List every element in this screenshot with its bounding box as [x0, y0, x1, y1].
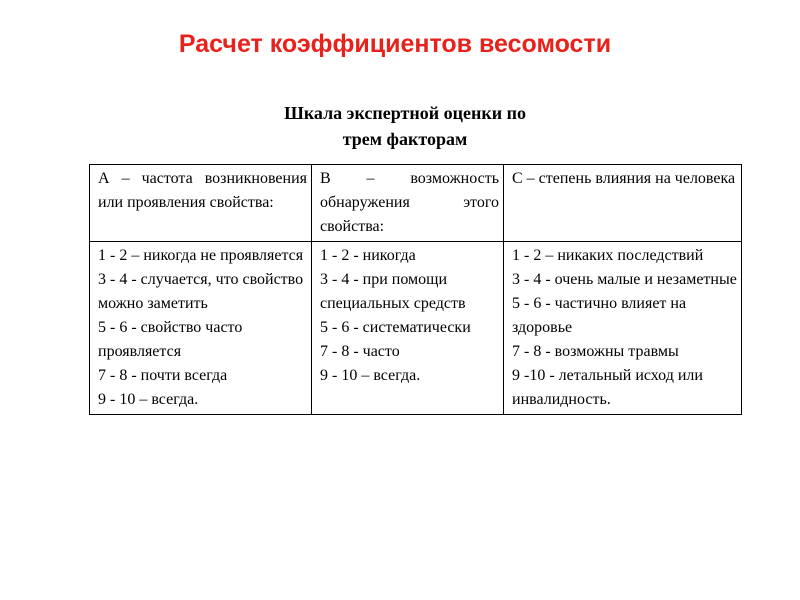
scale-item: 9 - 10 – всегда.: [320, 367, 421, 384]
caption-line-1: Шкала экспертной оценки по: [284, 103, 526, 123]
scale-item: 1 - 2 - никогда: [320, 247, 416, 264]
scale-item: 5 - 6 - свойство часто проявляется: [98, 319, 243, 360]
scale-item: 3 - 4 - случается, что свойство можно заметить: [98, 271, 304, 312]
scale-item: 9 - 10 – всегда.: [98, 391, 199, 408]
scale-item: 5 - 6 - систематически: [320, 319, 471, 336]
table-caption: [235, 100, 575, 152]
factor-a-scale: [90, 242, 312, 415]
page-title: Расчет коэффициентов весомости: [178, 30, 612, 58]
scale-item: 7 - 8 - возможны травмы: [512, 343, 679, 360]
expert-scale-table: [89, 164, 742, 415]
header-factor-a: А – частота возникновения или проявления свойства:: [90, 165, 312, 242]
scale-item: 7 - 8 - почти всегда: [98, 367, 228, 384]
scale-item: 7 - 8 - часто: [320, 343, 400, 360]
factor-c-scale: [504, 242, 742, 415]
table-row: [90, 242, 742, 415]
scale-item: 9 -10 - летальный исход или инвалидность.: [512, 367, 703, 408]
scale-item: 1 - 2 – никаких последствий: [512, 247, 704, 264]
header-factor-c: С – степень влияния на человека: [504, 165, 742, 242]
scale-item: 1 - 2 – никогда не проявляется: [98, 247, 304, 264]
scale-item: 3 - 4 - при помощи специальных средств: [320, 271, 466, 312]
scale-item: 3 - 4 - очень малые и незаметные: [512, 271, 737, 288]
table-header-row: [90, 165, 742, 242]
caption-line-2: трем факторам: [342, 129, 468, 149]
scale-item: 5 - 6 - частично влияет на здоровье: [512, 295, 687, 336]
factor-b-scale: [312, 242, 504, 415]
header-factor-b: В – возможность обнаружения этого свойства:: [312, 165, 504, 242]
